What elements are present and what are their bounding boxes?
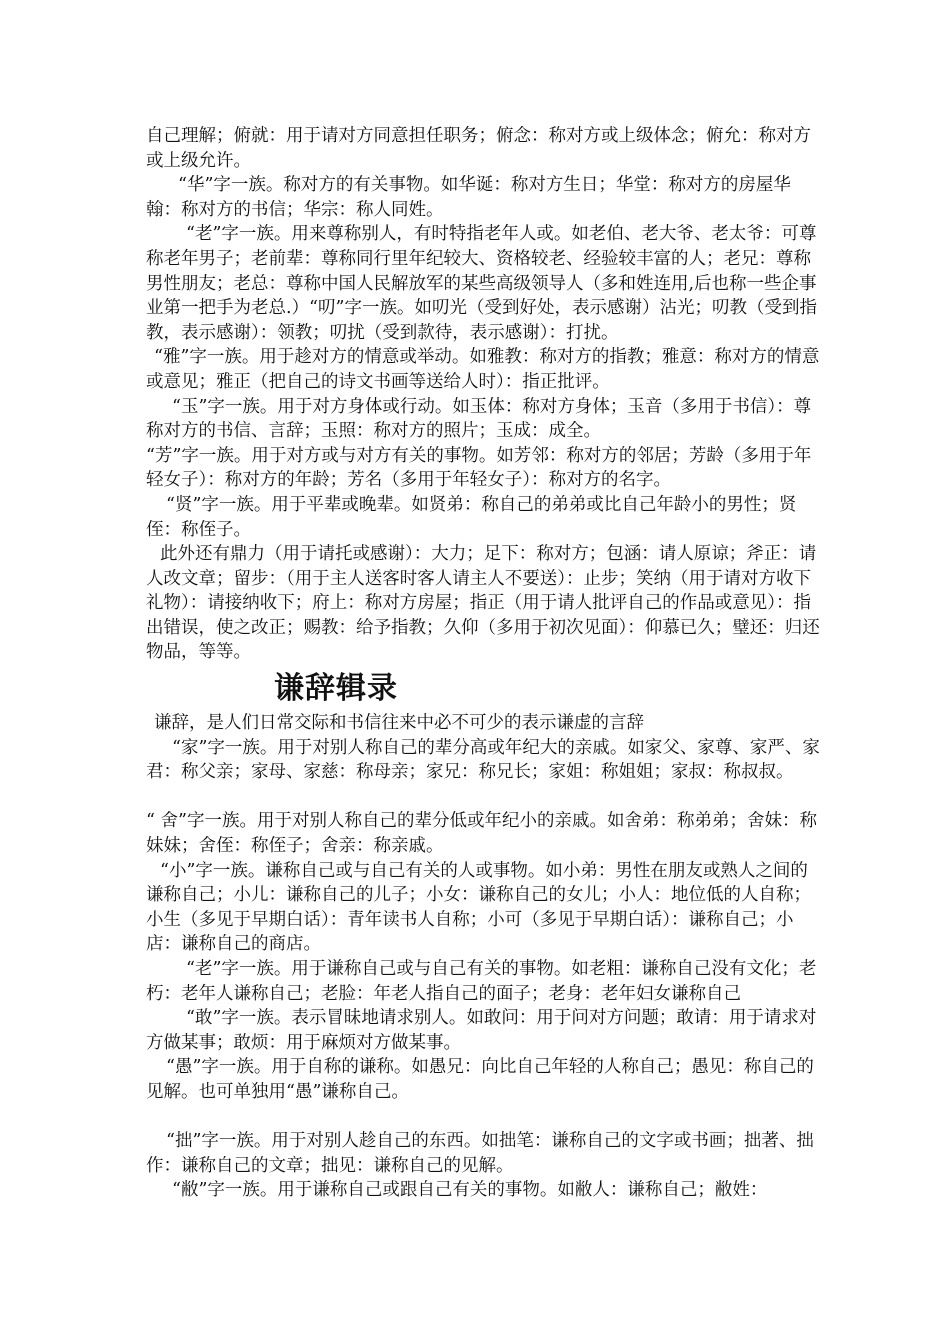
document-body (146, 124, 822, 1203)
paragraph-yu-humble: “愚”字一族。用于自称的谦称。如愚兄：向比自己年轻的人称自己；愚见：称自己的见解。也可单独用“愚”谦称自己。 (146, 1057, 814, 1102)
paragraph-lao-honorific: “老”字一族。用来尊称别人，有时特指老年人或。如老伯、老大爷、老太爷：可尊称老年男子；老前辈：尊称同行里年纪较大、资格较老、经验较丰富的人；老兄：尊称男性朋友；老总：尊称中国人民解放军的某些高级领导人（多和姓连用,后也称一些企事业第一把手为老总.）“叨”字一族。如叨光（受到好处，表示感谢）沾光；叨教（受到指教，表示感谢）：领教；叨扰（受到款待，表示感谢）：打扰。 (146, 224, 817, 343)
paragraph-she: “ 舍”字一族。用于对别人称自己的辈分低或年纪小的亲戚。如舍弟：称弟弟；舍妹：称妹妹；舍侄：称侄子；舍亲：称亲戚。 (146, 811, 817, 857)
blank-line (146, 785, 822, 810)
paragraph-lao-humble: “老”字一族。用于谦称自己或与自己有关的事物。如老粗：谦称自己没有文化；老朽：老年人谦称自己；老脸：年老人指自己的面子；老身：老年妇女谦称自己 (146, 959, 817, 1004)
blank-line (146, 1105, 822, 1130)
paragraph-gan: “敢”字一族。表示冒昧地请求别人。如敢问：用于问对方问题；敢请：用于请求对方做某事；敢烦：用于麻烦对方做某事。 (146, 1008, 817, 1053)
paragraph-yu: “玉”字一族。用于对方身体或行动。如玉体：称对方身体；玉音（多用于书信）：尊称对方的书信、言辞；玉照：称对方的照片；玉成：成全。 (146, 396, 812, 442)
paragraph-xiao: “小”字一族。谦称自己或与自己有关的人或事物。如小弟：男性在朋友或熟人之间的谦称自己；小儿：谦称自己的儿子；小女：谦称自己的女儿；小人：地位低的人自称；小生（多见于早期白话）：青年读书人自称；小可（多见于早期白话）：谦称自己；小店：谦称自己的商店。 (146, 860, 811, 955)
paragraph-bi: “敝”字一族。用于谦称自己或跟自己有关的事物。如敝人：谦称自己；敝姓： (172, 1180, 768, 1201)
paragraph-ya: “雅”字一族。用于趁对方的情意或举动。如雅教：称对方的指教；雅意：称对方的情意或意见；雅正（把自己的诗文书画等送给人时）：指正批评。 (146, 347, 820, 392)
paragraph-jia: “家”字一族。用于对别人称自己的辈分高或年纪大的亲戚。如家父、家尊、家严、家君：称父亲；家母、家慈：称母亲；家兄：称兄长；家姐：称姐姐；家叔：称叔叔。 (146, 737, 820, 783)
section-title: 谦辞辑录 (274, 671, 398, 707)
paragraph-xian: “贤”字一族。用于平辈或晚辈。如贤弟：称自己的弟弟或比自己年龄小的男性；贤侄：称侄子。 (146, 494, 797, 540)
paragraph-fang: “芳”字一族。用于对方或与对方有关的事物。如芳邻：称对方的邻居；芳龄（多用于年轻女子）：称对方的年龄；芳名（多用于年轻女子）：称对方的名字。 (146, 445, 812, 491)
paragraph-zhuo: “拙”字一族。用于对别人趁自己的东西。如拙笔：谦称自己的文字或书画；拙著、拙作：谦称自己的文章；拙见：谦称自己的见解。 (146, 1131, 814, 1176)
paragraph-other-honorifics: 此外还有鼎力（用于请托或感谢）：大力；足下：称对方；包涵：请人原谅；斧正：请人改文章；留步：（用于主人送客时客人请主人不要送）：止步；笑纳（用于请对方收下礼物）：请接纳收下；府上：称对方房屋；指正（用于请人批评自己的作品或意见）：指出错误，使之改正；赐教：给予指教；久仰（多用于初次见面）：仰慕已久；璧还：归还物品，等等。 (146, 544, 820, 663)
paragraph-fu-continuation: 自己理解；俯就：用于请对方同意担任职务；俯念：称对方或上级体念；俯允：称对方或上级允许。 (146, 126, 811, 171)
paragraph-hua: “华”字一族。称对方的有关事物。如华诞：称对方生日；华堂：称对方的房屋华翰：称对方的书信；华宗：称人同姓。 (146, 175, 791, 220)
section-intro: 谦辞，是人们日常交际和书信往来中必不可少的表示谦虚的言辞 (154, 713, 644, 734)
